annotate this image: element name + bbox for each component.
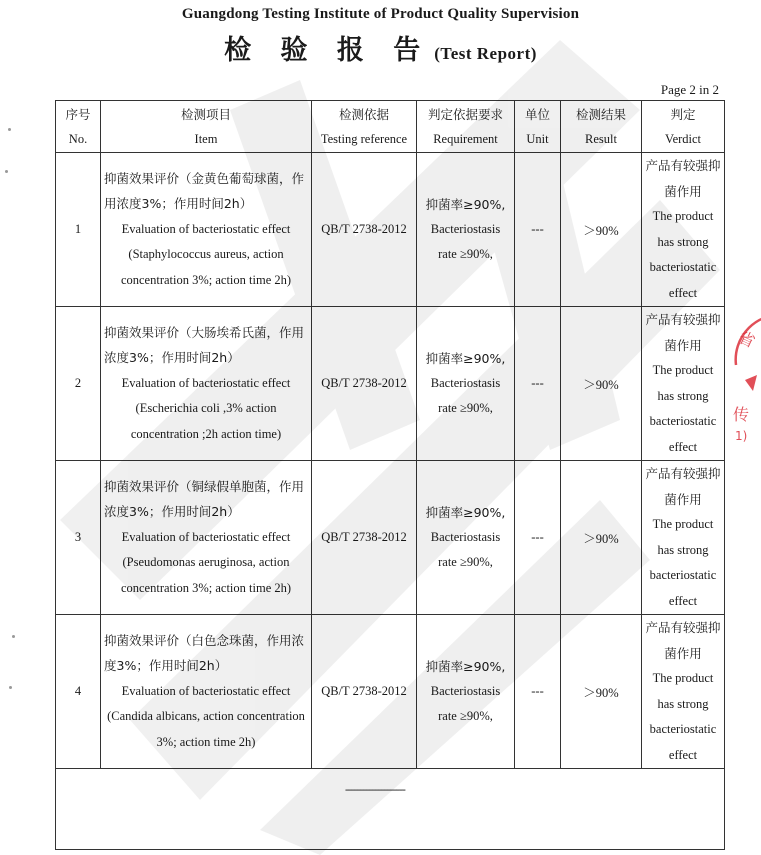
test-item-en: Evaluation of bacteriostatic effect (Pseudomonas aeruginosa, action concentration 3%; action time 2h): [120, 529, 292, 595]
col-unit-en: Unit: [515, 127, 561, 153]
verdict-en: The product has strong bacteriostatic effect: [649, 363, 717, 454]
verdict-zh: 产品有较强抑菌作用: [645, 158, 721, 199]
requirement-zh: 抑菌率≥90%,: [425, 659, 506, 674]
requirement: [417, 461, 515, 615]
unit: ---: [515, 615, 561, 769]
institute-name: Guangdong Testing Institute of Product Quality Supervision: [181, 6, 580, 22]
test-item: [101, 307, 312, 461]
table-row: [56, 461, 725, 615]
col-unit-zh: 单位: [515, 101, 561, 128]
unit: ---: [515, 307, 561, 461]
col-item-en: Item: [101, 127, 312, 153]
verdict-zh: 产品有较强抑菌作用: [645, 466, 721, 507]
table-row: [56, 307, 725, 461]
col-reference-en: Testing reference: [312, 127, 417, 153]
requirement: [417, 153, 515, 307]
col-item-zh: 检测项目: [101, 101, 312, 128]
test-item-en: Evaluation of bacteriostatic effect (Candida albicans, action concentration 3%; action time 2h): [107, 683, 305, 749]
test-item-zh: 抑菌效果评价（金黄色葡萄球菌，作用浓度3%；作用时间2h）: [104, 170, 305, 212]
end-of-report-marker: --------------------: [345, 782, 405, 796]
verdict-en: The product has strong bacteriostatic effect: [649, 517, 717, 608]
verdict-en: The product has strong bacteriostatic effect: [649, 209, 717, 300]
test-item-en: Evaluation of bacteriostatic effect (Escherichia coli ,3% action concentration ;2h action time): [121, 375, 291, 441]
requirement-zh: 抑菌率≥90%,: [425, 505, 506, 520]
header-row-en: [56, 127, 725, 153]
report-title-en: (Test Report): [434, 44, 537, 63]
result: ＞90%: [561, 307, 642, 461]
end-row: [56, 769, 725, 850]
page-number: Page 2 in 2: [660, 82, 719, 97]
col-verdict-zh: 判定: [642, 101, 725, 128]
requirement-zh: 抑菌率≥90%,: [425, 197, 506, 212]
testing-reference: QB/T 2738-2012: [312, 615, 417, 769]
test-item: [101, 615, 312, 769]
test-item-zh: 抑菌效果评价（大肠埃希氏菌，作用浓度3%；作用时间2h）: [104, 324, 305, 366]
col-no-en: No.: [56, 127, 101, 153]
col-result-en: Result: [561, 127, 642, 153]
test-item-zh: 抑菌效果评价（铜绿假单胞菌，作用浓度3%；作用时间2h）: [104, 478, 305, 520]
unit: ---: [515, 153, 561, 307]
row-number: 3: [56, 461, 101, 615]
requirement-en: Bacteriostasis rate ≥90%,: [430, 530, 501, 569]
result: ＞90%: [561, 615, 642, 769]
col-verdict-en: Verdict: [642, 127, 725, 153]
col-reference-zh: 检测依据: [312, 101, 417, 128]
requirement-en: Bacteriostasis rate ≥90%,: [430, 684, 501, 723]
row-number: 2: [56, 307, 101, 461]
stamp-char-1: 省: [735, 327, 759, 352]
table-row: [56, 615, 725, 769]
row-number: 1: [56, 153, 101, 307]
verdict-en: The product has strong bacteriostatic effect: [649, 671, 717, 762]
test-results-table: [55, 100, 725, 850]
col-requirement-zh: 判定依据要求: [417, 101, 515, 128]
requirement: [417, 307, 515, 461]
stamp-char-3: 1): [735, 429, 748, 443]
header-row-zh: [56, 101, 725, 128]
test-item-en: Evaluation of bacteriostatic effect (Staphylococcus aureus, action concentration 3%; action time 2h): [120, 221, 292, 287]
stamp-char-2: 传: [733, 405, 750, 424]
requirement-en: Bacteriostasis rate ≥90%,: [430, 376, 501, 415]
table-row: [56, 153, 725, 307]
result: ＞90%: [561, 461, 642, 615]
requirement: [417, 615, 515, 769]
test-item: [101, 461, 312, 615]
requirement-zh: 抑菌率≥90%,: [425, 351, 506, 366]
testing-reference: QB/T 2738-2012: [312, 461, 417, 615]
col-no-zh: 序号: [56, 101, 101, 128]
stamp-fragment: [731, 305, 761, 465]
verdict-zh: 产品有较强抑菌作用: [645, 620, 721, 661]
unit: ---: [515, 461, 561, 615]
requirement-en: Bacteriostasis rate ≥90%,: [430, 222, 501, 261]
col-result-zh: 检测结果: [561, 101, 642, 128]
verdict: [642, 153, 725, 307]
verdict: [642, 307, 725, 461]
test-item-zh: 抑菌效果评价（白色念珠菌，作用浓度3%；作用时间2h）: [104, 632, 305, 674]
testing-reference: QB/T 2738-2012: [312, 153, 417, 307]
report-title-zh: 检 验 报 告: [224, 35, 431, 66]
test-item: [101, 153, 312, 307]
verdict: [642, 461, 725, 615]
end-cell: [56, 769, 725, 850]
row-number: 4: [56, 615, 101, 769]
result: ＞90%: [561, 153, 642, 307]
report-title: [0, 28, 761, 67]
verdict-zh: 产品有较强抑菌作用: [645, 312, 721, 353]
col-requirement-en: Requirement: [417, 127, 515, 153]
verdict: [642, 615, 725, 769]
testing-reference: QB/T 2738-2012: [312, 307, 417, 461]
